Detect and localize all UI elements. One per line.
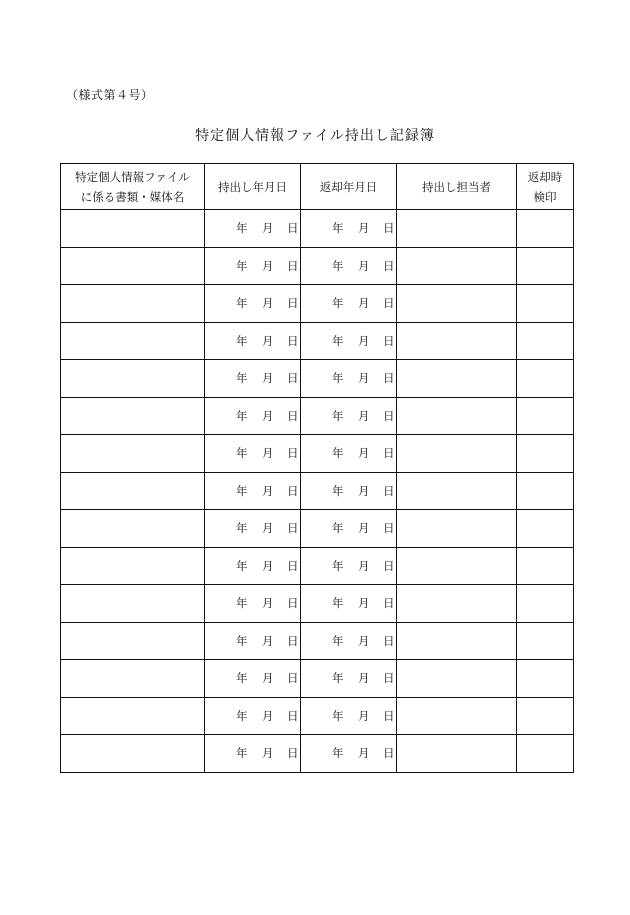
- year-label: 年: [236, 708, 248, 723]
- takeout-person-cell[interactable]: [397, 547, 517, 585]
- return-date-cell[interactable]: [301, 210, 397, 248]
- media-name-cell[interactable]: [61, 622, 205, 660]
- day-label: 日: [287, 558, 299, 573]
- day-label: 日: [287, 333, 299, 348]
- header-return-seal-line1: 返却時: [527, 169, 563, 184]
- return-seal-cell[interactable]: [517, 585, 574, 623]
- year-label: 年: [236, 671, 248, 686]
- year-label: 年: [332, 258, 344, 273]
- takeout-person-cell[interactable]: [397, 585, 517, 623]
- header-takeout-date: 持出し年月日: [205, 164, 301, 210]
- month-label: 月: [358, 671, 370, 686]
- month-label: 月: [262, 258, 274, 273]
- day-label: 日: [383, 671, 395, 686]
- header-media-name-line2: に係る書類・媒体名: [80, 189, 185, 204]
- header-media-name: [61, 164, 205, 210]
- day-label: 日: [287, 521, 299, 536]
- takeout-date-cell[interactable]: [205, 660, 301, 698]
- year-label: 年: [332, 596, 344, 611]
- media-name-cell[interactable]: [61, 435, 205, 473]
- month-label: 月: [262, 596, 274, 611]
- year-label: 年: [332, 671, 344, 686]
- day-label: 日: [287, 296, 299, 311]
- day-label: 日: [383, 446, 395, 461]
- year-label: 年: [332, 558, 344, 573]
- return-seal-cell[interactable]: [517, 247, 574, 285]
- media-name-cell[interactable]: [61, 360, 205, 398]
- month-label: 月: [262, 296, 274, 311]
- takeout-date-cell[interactable]: [205, 210, 301, 248]
- takeout-date-cell[interactable]: [205, 622, 301, 660]
- media-name-cell[interactable]: [61, 210, 205, 248]
- takeout-person-cell[interactable]: [397, 510, 517, 548]
- media-name-cell[interactable]: [61, 247, 205, 285]
- month-label: 月: [358, 633, 370, 648]
- month-label: 月: [262, 371, 274, 386]
- year-label: 年: [332, 708, 344, 723]
- takeout-person-cell[interactable]: [397, 697, 517, 735]
- return-date-cell[interactable]: [301, 735, 397, 773]
- takeout-person-cell[interactable]: [397, 622, 517, 660]
- takeout-record-table: [60, 163, 574, 773]
- day-label: 日: [287, 446, 299, 461]
- table-row: [61, 360, 574, 398]
- year-label: 年: [332, 483, 344, 498]
- return-date-cell[interactable]: [301, 285, 397, 323]
- return-date-cell[interactable]: [301, 697, 397, 735]
- month-label: 月: [262, 483, 274, 498]
- year-label: 年: [332, 371, 344, 386]
- header-return-seal-line2: 検印: [533, 189, 557, 204]
- year-label: 年: [236, 558, 248, 573]
- month-label: 月: [358, 746, 370, 761]
- month-label: 月: [358, 408, 370, 423]
- year-label: 年: [332, 446, 344, 461]
- takeout-date-cell[interactable]: [205, 472, 301, 510]
- table-header-row: [61, 164, 574, 210]
- table-row: [61, 697, 574, 735]
- takeout-person-cell[interactable]: [397, 247, 517, 285]
- return-date-cell[interactable]: [301, 622, 397, 660]
- media-name-cell[interactable]: [61, 472, 205, 510]
- day-label: 日: [383, 221, 395, 236]
- media-name-cell[interactable]: [61, 397, 205, 435]
- takeout-date-cell[interactable]: [205, 322, 301, 360]
- year-label: 年: [236, 221, 248, 236]
- day-label: 日: [383, 596, 395, 611]
- day-label: 日: [383, 333, 395, 348]
- media-name-cell[interactable]: [61, 547, 205, 585]
- day-label: 日: [287, 371, 299, 386]
- month-label: 月: [262, 446, 274, 461]
- day-label: 日: [287, 708, 299, 723]
- day-label: 日: [383, 558, 395, 573]
- media-name-cell[interactable]: [61, 510, 205, 548]
- takeout-date-cell[interactable]: [205, 735, 301, 773]
- takeout-date-cell[interactable]: [205, 585, 301, 623]
- year-label: 年: [236, 446, 248, 461]
- day-label: 日: [383, 296, 395, 311]
- day-label: 日: [287, 633, 299, 648]
- year-label: 年: [236, 633, 248, 648]
- table-row: [61, 585, 574, 623]
- table-row: [61, 735, 574, 773]
- takeout-person-cell[interactable]: [397, 285, 517, 323]
- day-label: 日: [287, 596, 299, 611]
- media-name-cell[interactable]: [61, 660, 205, 698]
- takeout-person-cell[interactable]: [397, 360, 517, 398]
- month-label: 月: [358, 558, 370, 573]
- return-seal-cell[interactable]: [517, 547, 574, 585]
- day-label: 日: [287, 483, 299, 498]
- month-label: 月: [358, 333, 370, 348]
- return-date-cell[interactable]: [301, 660, 397, 698]
- month-label: 月: [262, 558, 274, 573]
- year-label: 年: [332, 296, 344, 311]
- day-label: 日: [383, 746, 395, 761]
- month-label: 月: [358, 371, 370, 386]
- day-label: 日: [383, 408, 395, 423]
- return-seal-cell[interactable]: [517, 397, 574, 435]
- table-row: [61, 210, 574, 248]
- table-row: [61, 622, 574, 660]
- takeout-date-cell[interactable]: [205, 547, 301, 585]
- day-label: 日: [383, 521, 395, 536]
- takeout-date-cell[interactable]: [205, 510, 301, 548]
- day-label: 日: [287, 408, 299, 423]
- form-number: （様式第４号）: [66, 88, 154, 102]
- takeout-person-cell[interactable]: [397, 397, 517, 435]
- year-label: 年: [332, 408, 344, 423]
- return-date-cell[interactable]: [301, 547, 397, 585]
- takeout-date-cell[interactable]: [205, 697, 301, 735]
- table-row: [61, 547, 574, 585]
- return-date-cell[interactable]: [301, 585, 397, 623]
- day-label: 日: [383, 633, 395, 648]
- month-label: 月: [358, 258, 370, 273]
- day-label: 日: [383, 483, 395, 498]
- month-label: 月: [358, 708, 370, 723]
- month-label: 月: [262, 333, 274, 348]
- takeout-date-cell[interactable]: [205, 435, 301, 473]
- return-seal-cell[interactable]: [517, 360, 574, 398]
- header-takeout-person: 持出し担当者: [397, 164, 517, 210]
- year-label: 年: [236, 258, 248, 273]
- month-label: 月: [262, 221, 274, 236]
- return-seal-cell[interactable]: [517, 510, 574, 548]
- return-date-cell[interactable]: [301, 322, 397, 360]
- year-label: 年: [236, 596, 248, 611]
- month-label: 月: [262, 746, 274, 761]
- takeout-date-cell[interactable]: [205, 285, 301, 323]
- year-label: 年: [236, 521, 248, 536]
- return-seal-cell[interactable]: [517, 697, 574, 735]
- media-name-cell[interactable]: [61, 322, 205, 360]
- month-label: 月: [358, 221, 370, 236]
- takeout-person-cell[interactable]: [397, 322, 517, 360]
- takeout-person-cell[interactable]: [397, 435, 517, 473]
- table-row: [61, 472, 574, 510]
- return-seal-cell[interactable]: [517, 210, 574, 248]
- takeout-person-cell[interactable]: [397, 735, 517, 773]
- year-label: 年: [236, 408, 248, 423]
- month-label: 月: [358, 446, 370, 461]
- return-date-cell[interactable]: [301, 510, 397, 548]
- takeout-person-cell[interactable]: [397, 472, 517, 510]
- day-label: 日: [287, 671, 299, 686]
- return-seal-cell[interactable]: [517, 660, 574, 698]
- month-label: 月: [262, 408, 274, 423]
- month-label: 月: [262, 708, 274, 723]
- day-label: 日: [383, 258, 395, 273]
- return-seal-cell[interactable]: [517, 622, 574, 660]
- document-title: 特定個人情報ファイル持出し記録簿: [195, 128, 435, 144]
- day-label: 日: [383, 371, 395, 386]
- year-label: 年: [236, 371, 248, 386]
- day-label: 日: [383, 708, 395, 723]
- return-seal-cell[interactable]: [517, 285, 574, 323]
- takeout-person-cell[interactable]: [397, 210, 517, 248]
- takeout-date-cell[interactable]: [205, 247, 301, 285]
- media-name-cell[interactable]: [61, 585, 205, 623]
- year-label: 年: [236, 333, 248, 348]
- takeout-date-cell[interactable]: [205, 360, 301, 398]
- header-media-name-line1: 特定個人情報ファイル: [75, 169, 190, 184]
- year-label: 年: [236, 746, 248, 761]
- takeout-date-cell[interactable]: [205, 397, 301, 435]
- return-seal-cell[interactable]: [517, 472, 574, 510]
- month-label: 月: [358, 521, 370, 536]
- year-label: 年: [332, 333, 344, 348]
- month-label: 月: [262, 671, 274, 686]
- media-name-cell[interactable]: [61, 285, 205, 323]
- year-label: 年: [332, 521, 344, 536]
- day-label: 日: [287, 221, 299, 236]
- return-seal-cell[interactable]: [517, 322, 574, 360]
- table-row: [61, 435, 574, 473]
- year-label: 年: [332, 221, 344, 236]
- takeout-person-cell[interactable]: [397, 660, 517, 698]
- table-row: [61, 322, 574, 360]
- return-seal-cell[interactable]: [517, 435, 574, 473]
- day-label: 日: [287, 746, 299, 761]
- return-date-cell[interactable]: [301, 247, 397, 285]
- year-label: 年: [332, 746, 344, 761]
- table-row: [61, 285, 574, 323]
- return-date-cell[interactable]: [301, 435, 397, 473]
- year-label: 年: [236, 296, 248, 311]
- year-label: 年: [332, 633, 344, 648]
- media-name-cell[interactable]: [61, 697, 205, 735]
- table-row: [61, 510, 574, 548]
- table-row: [61, 660, 574, 698]
- year-label: 年: [236, 483, 248, 498]
- table-row: [61, 397, 574, 435]
- month-label: 月: [358, 296, 370, 311]
- month-label: 月: [358, 483, 370, 498]
- media-name-cell[interactable]: [61, 735, 205, 773]
- return-date-cell[interactable]: [301, 472, 397, 510]
- table-row: [61, 247, 574, 285]
- return-seal-cell[interactable]: [517, 735, 574, 773]
- header-return-seal: [517, 164, 574, 210]
- day-label: 日: [287, 258, 299, 273]
- return-date-cell[interactable]: [301, 397, 397, 435]
- month-label: 月: [262, 633, 274, 648]
- return-date-cell[interactable]: [301, 360, 397, 398]
- header-return-date: 返却年月日: [301, 164, 397, 210]
- month-label: 月: [358, 596, 370, 611]
- month-label: 月: [262, 521, 274, 536]
